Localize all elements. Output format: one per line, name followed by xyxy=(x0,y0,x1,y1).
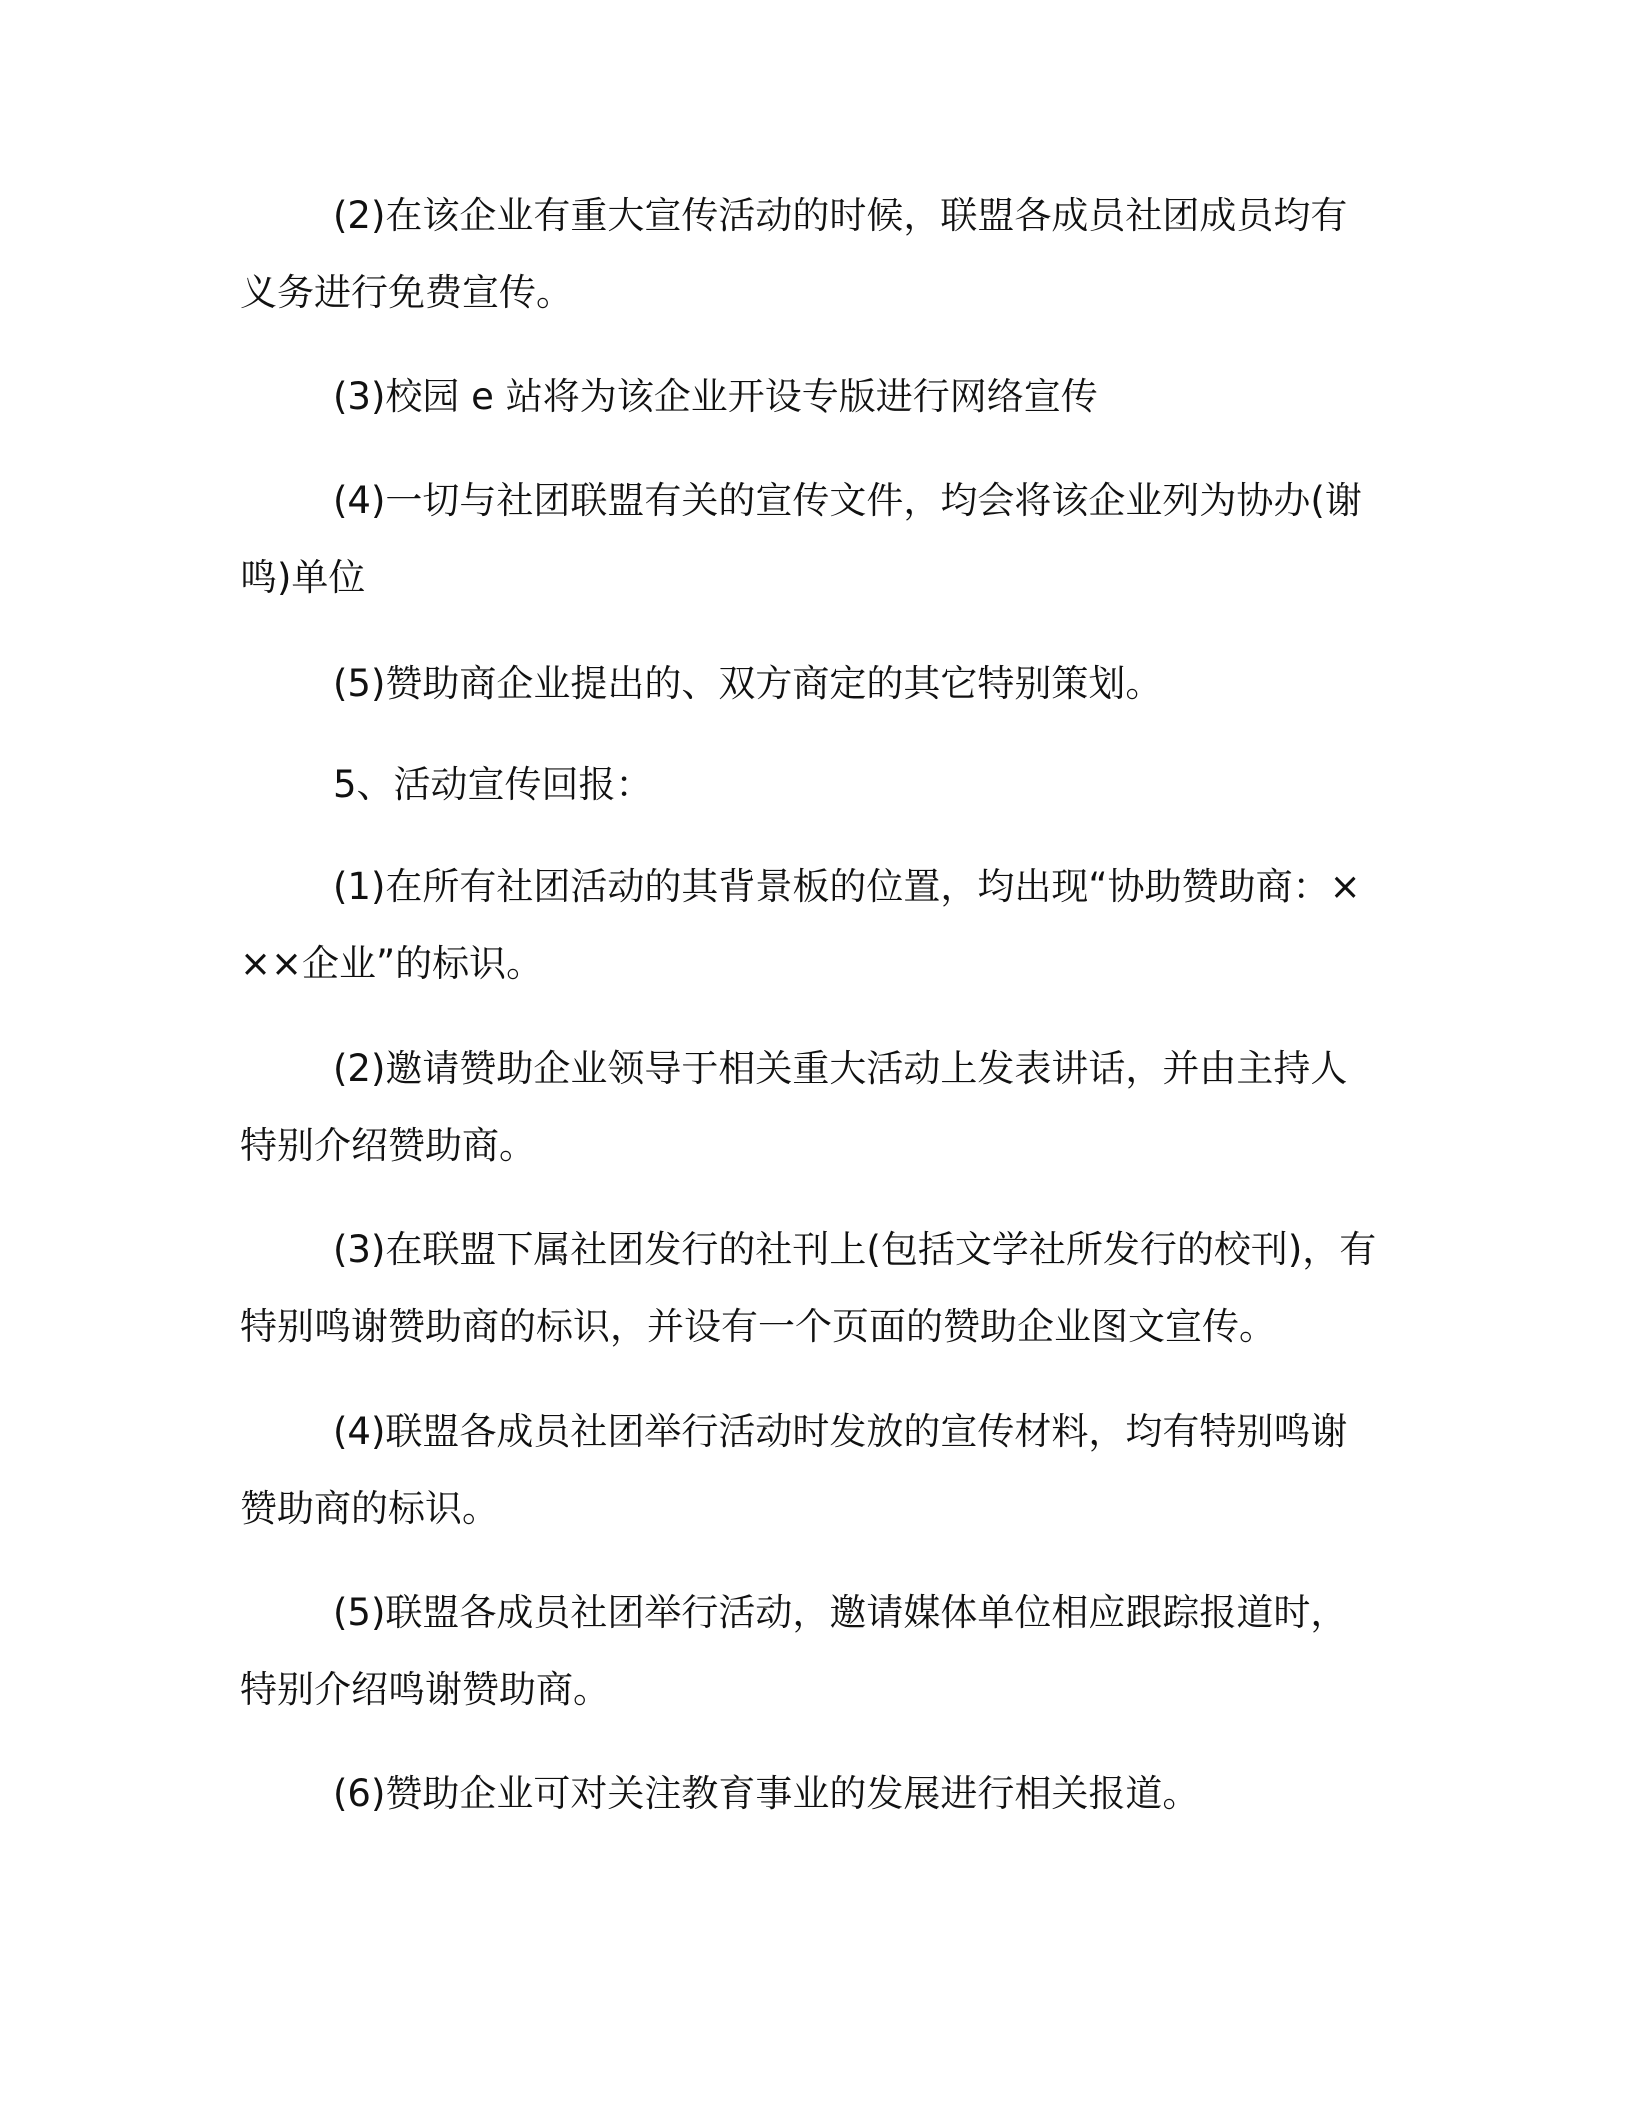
paragraph-2-free-publicity: (2)在该企业有重大宣传活动的时候，联盟各成员社团成员均有义务进行免费宣传。 xyxy=(240,194,1348,314)
paragraph-5-media-coverage: (5)联盟各成员社团举行活动，邀请媒体单位相应跟踪报道时，特别介绍鸣谢赞助商。 xyxy=(240,1591,1348,1711)
paragraph-4-promo-materials: (4)联盟各成员社团举行活动时发放的宣传材料，均有特别鸣谢赞助商的标识。 xyxy=(240,1410,1348,1530)
paragraph-5-special-planning: (5)赞助商企业提出的、双方商定的其它特别策划。 xyxy=(333,662,1163,705)
paragraph-6-education-reporting: (6)赞助企业可对关注教育事业的发展进行相关报道。 xyxy=(333,1772,1200,1815)
paragraph-2-sponsor-speech: (2)邀请赞助企业领导于相关重大活动上发表讲话，并由主持人特别介绍赞助商。 xyxy=(240,1047,1348,1167)
paragraph-3-campus-e-station: (3)校园 e 站将为该企业开设专版进行网络宣传 xyxy=(333,375,1098,418)
paragraph-4-co-organizer-listing: (4)一切与社团联盟有关的宣传文件，均会将该企业列为协办(谢鸣)单位 xyxy=(240,479,1362,599)
section-heading-publicity-returns: 5、活动宣传回报： xyxy=(333,763,653,806)
paragraph-3-society-journal: (3)在联盟下属社团发行的社刊上(包括文学社所发行的校刊)，有特别鸣谢赞助商的标识，并设有一个页面的赞助企业图文宣传。 xyxy=(240,1228,1377,1348)
paragraph-1-backdrop-sponsor-mark: (1)在所有社团活动的其背景板的位置，均出现“协助赞助商：×××企业”的标识。 xyxy=(240,865,1361,985)
